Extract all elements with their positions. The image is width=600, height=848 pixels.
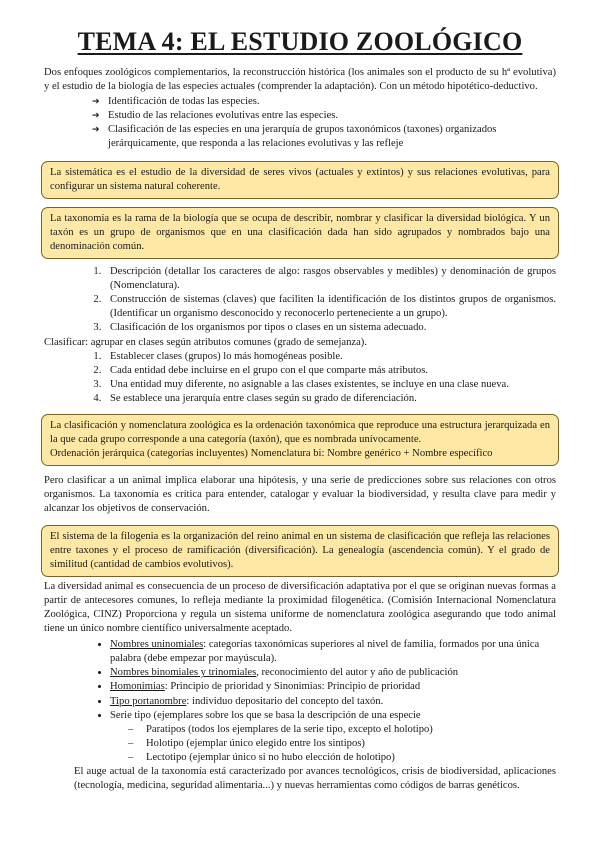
dash-item: – Paratipos (todos los ejemplares de la serie tipo, excepto el holotipo) bbox=[128, 723, 556, 737]
bullet-text: , reconocimiento del autor y año de publicación bbox=[256, 667, 459, 679]
page-title: TEMA 4: EL ESTUDIO ZOOLÓGICO bbox=[77, 27, 523, 56]
definition-text-line2: Ordenación jerárquica (categorías incluyentes) Nomenclatura bi: Nombre genérico + Nombre específico bbox=[50, 448, 493, 460]
arrow-list-item: ➔ Estudio de las relaciones evolutivas entre las especies. bbox=[92, 109, 556, 123]
definition-box-clasificacion bbox=[41, 414, 559, 466]
list-item: 1. Descripción (detallar los caracteres de algo: rasgos observables y medibles) y denominación de grupos (Nomenclatura). bbox=[104, 265, 556, 293]
list-item: 2. Cada entidad debe incluirse en el grupo con el que comparte más atributos. bbox=[104, 364, 556, 378]
list-item: 1. Establecer clases (grupos) lo más homogéneas posible. bbox=[104, 350, 556, 364]
arrow-list-item: ➔ Identificación de todas las especies. bbox=[92, 95, 556, 109]
bullet-item bbox=[110, 638, 556, 666]
arrow-list-item: ➔ Clasificación de las especies en una jerarquía de grupos taxonómicos (taxones) organizados jerárquicamente, que responda a las relaciones evolutivas y las refleje bbox=[92, 123, 556, 151]
definition-text: La sistemática es el estudio de la diversidad de seres vivos (actuales y extintos) y sus relaciones evolutivas, para configurar un sistema natural coherente. bbox=[50, 166, 550, 192]
list-item: 3. Clasificación de los organismos por tipos o clases en un sistema adecuado. bbox=[104, 321, 556, 335]
bullet-text: : individuo depositario del concepto del taxón. bbox=[186, 695, 384, 707]
arrow-list bbox=[44, 95, 556, 151]
bullet-term: Tipo portanombre bbox=[110, 695, 187, 707]
dash-item: – Holotipo (ejemplar único elegido entre los sintipos) bbox=[128, 737, 556, 751]
definition-text: La taxonomía es la rama de la biología que se ocupa de describir, nombrar y clasificar la diversidad biológica. Y un taxón es un grupo de organismos que en una clasificación dada han sido agrupados y nombrados bajo una denominación común. bbox=[50, 212, 550, 252]
bullet-text: : Principio de prioridad y Sinonimias: Principio de prioridad bbox=[164, 681, 421, 693]
bullet-text: Serie tipo (ejemplares sobre los que se basa la descripción de una especie bbox=[110, 709, 421, 721]
serie-tipo-sublist bbox=[110, 723, 556, 765]
definition-text: La clasificación y nomenclatura zoológica es la ordenación taxonómica que reproduce una estructura jerarquizada en la que cada grupo corresponde a una categoría (taxón), que es nombrada unívocamente. bbox=[50, 419, 550, 446]
clasificar-definition: Clasificar: agrupar en clases según atributos comunes (grado de semejanza). bbox=[44, 336, 367, 348]
bullet-item bbox=[110, 695, 556, 709]
bullet-term: Nombres binomiales y trinomiales bbox=[110, 667, 257, 679]
bullet-item bbox=[110, 680, 556, 694]
clasificar-paragraph: Pero clasificar a un animal implica elaborar una hipótesis, y una serie de predicciones sobre sus relaciones con otros organismos. La taxonomía es crítica para entender, catalogar y evaluar la biodiversidad, y resulta clave para medir y alcanzar los objetivos de conservación. bbox=[44, 475, 556, 515]
definition-text: El sistema de la filogenia es la organización del reino animal en un sistema de clasificación que refleja las relaciones entre taxones y el proceso de ramificación (diversificación). La genealogía (ascendencia común). Y el grado de similitud (cantidad de cambios evolutivos). bbox=[50, 530, 550, 570]
closing-paragraph: El auge actual de la taxonomía está caracterizado por avances tecnológicos, crisis de biodiversidad, aplicaciones (tecnología, medicina, seguridad alimentaria...) y nuevas herramientas como códigos de barras genéticos. bbox=[74, 766, 556, 792]
bullet-term: Homonimias bbox=[110, 681, 165, 693]
definition-box-sistematica bbox=[41, 161, 559, 199]
bullet-item bbox=[110, 709, 556, 765]
nomenclature-bullets bbox=[44, 638, 556, 765]
intro-paragraph: Dos enfoques zoológicos complementarios, la reconstrucción histórica (los animales son el producto de su hª evolutiva) y el estudio de la biología de las especies actuales (comprender la adaptación). Con un método hipotético-deductivo. bbox=[44, 67, 556, 93]
diversidad-paragraph: La diversidad animal es consecuencia de un proceso de diversificación adaptativa por el que se originan nuevas formas a partir de antecesores comunes, lo refleja mediante la proximidad filogenética. (Comisión Internacional Nomenclatura Zoológica, CINZ) Proporciona y regula un sistema uniforme de nomenclatura zoológica asegurando que todo animal tiene un único nombre científico universalmente aceptado. bbox=[44, 580, 556, 635]
definition-box-filogenia bbox=[41, 525, 559, 577]
list-item: 2. Construcción de sistemas (claves) que faciliten la identificación de los distintos grupos de organismos. (Identificar un organismo desconocido y reconocerlo perteneciente a un grupo). bbox=[104, 293, 556, 321]
list-item: 3. Una entidad muy diferente, no asignable a las clases existentes, se incluye en una clase nueva. bbox=[104, 378, 556, 392]
taxonomy-tasks-list bbox=[44, 265, 556, 335]
list-item: 4. Se establece una jerarquía entre clases según su grado de diferenciación. bbox=[104, 392, 556, 406]
definition-box-taxonomia bbox=[41, 207, 559, 259]
dash-item: – Lectotipo (ejemplar único si no hubo elección de holotipo) bbox=[128, 751, 556, 765]
bullet-term: Nombres uninomiales bbox=[110, 639, 204, 651]
bullet-item bbox=[110, 666, 556, 680]
bullet-text: : categorías taxonómicas superiores al nivel de familia, formados por una única palabra (debe empezar por mayúscula). bbox=[110, 639, 540, 665]
classification-rules-list bbox=[44, 350, 556, 406]
